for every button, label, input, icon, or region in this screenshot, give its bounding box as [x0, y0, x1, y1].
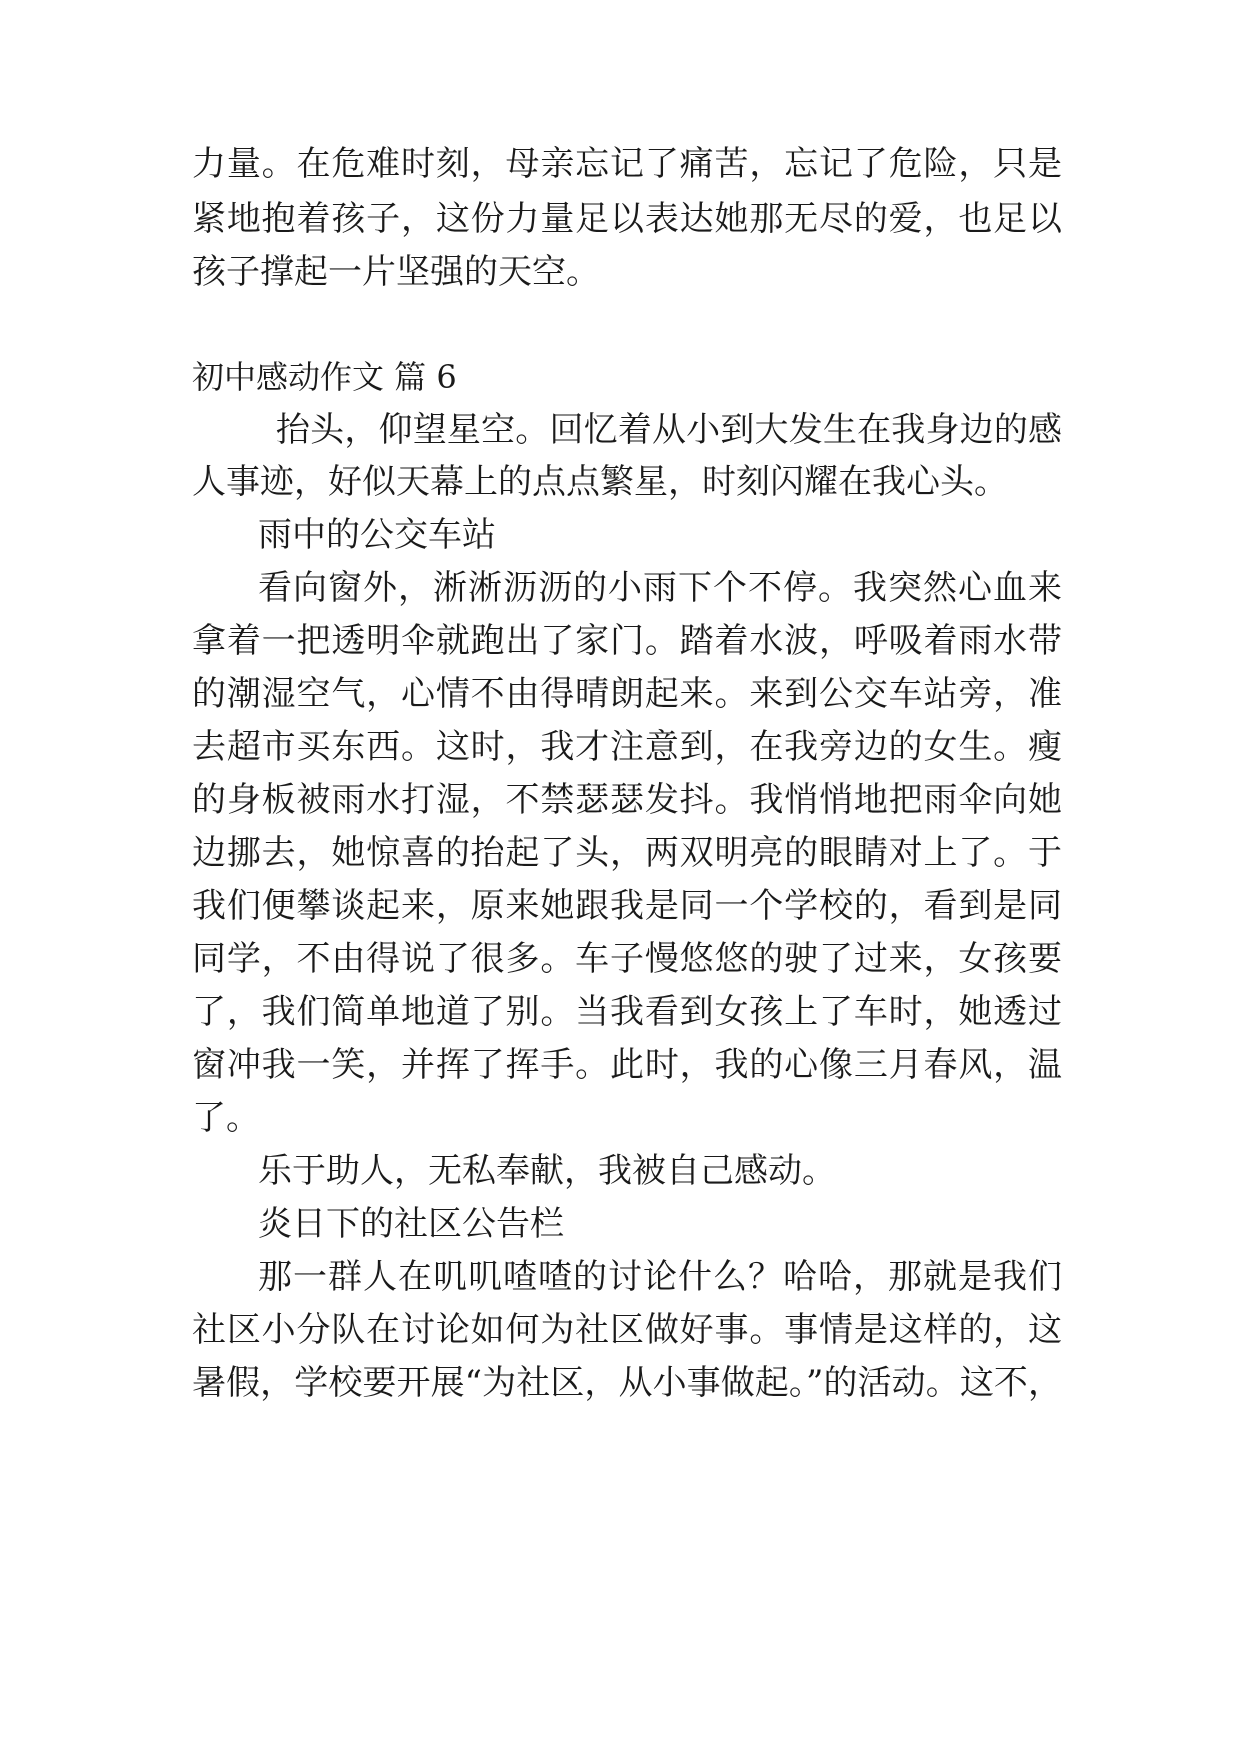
- subtitle-bus-stop: 雨中的公交车站: [258, 515, 496, 555]
- story-line: 边挪去，她惊喜的抬起了头，两双明亮的眼睛对上了。于: [192, 833, 1062, 873]
- story-line: 社区小分队在讨论如何为社区做好事。事情是这样的，这: [192, 1310, 1062, 1350]
- story-line: 窗冲我一笑，并挥了挥手。此时，我的心像三月春风，温: [192, 1045, 1062, 1085]
- story-line: 了，我们简单地道了别。当我看到女孩上了车时，她透过: [192, 992, 1062, 1032]
- story-line: 的身板被雨水打湿，不禁瑟瑟发抖。我悄悄地把雨伞向她: [192, 780, 1062, 820]
- story-line: 去超市买东西。这时，我才注意到，在我旁边的女生。瘦: [192, 727, 1062, 767]
- story-line: 同学，不由得说了很多。车子慢悠悠的驶了过来，女孩要: [192, 939, 1062, 979]
- intro-line: 抬头，仰望星空。回忆着从小到大发生在我身边的感: [276, 410, 1062, 450]
- story-line: 拿着一把透明伞就跑出了家门。踏着水波，呼吸着雨水带: [192, 621, 1062, 661]
- story-line: 了。: [192, 1098, 260, 1138]
- intro-line: 人事迹，好似天幕上的点点繁星，时刻闪耀在我心头。: [192, 462, 1008, 502]
- paragraph-line: 孩子撑起一片坚强的天空。: [192, 252, 600, 292]
- paragraph-line: 力量。在危难时刻，母亲忘记了痛苦，忘记了危险，只是: [192, 144, 1062, 184]
- section-title: 初中感动作文 篇 6: [192, 358, 457, 396]
- story-line: 看向窗外，淅淅沥沥的小雨下个不停。我突然心血来: [258, 568, 1062, 608]
- story-line: 暑假，学校要开展“为社区，从小事做起。”的活动。这不，: [192, 1363, 1062, 1403]
- story-line: 的潮湿空气，心情不由得晴朗起来。来到公交车站旁，准: [192, 674, 1062, 714]
- subtitle-bulletin-board: 炎日下的社区公告栏: [258, 1204, 564, 1244]
- story-line: 我们便攀谈起来，原来她跟我是同一个学校的，看到是同: [192, 886, 1062, 926]
- paragraph-line: 紧地抱着孩子，这份力量足以表达她那无尽的爱，也足以: [192, 199, 1062, 239]
- summary-line: 乐于助人，无私奉献，我被自己感动。: [258, 1151, 836, 1191]
- story-line: 那一群人在叽叽喳喳的讨论什么？哈哈，那就是我们: [258, 1257, 1062, 1297]
